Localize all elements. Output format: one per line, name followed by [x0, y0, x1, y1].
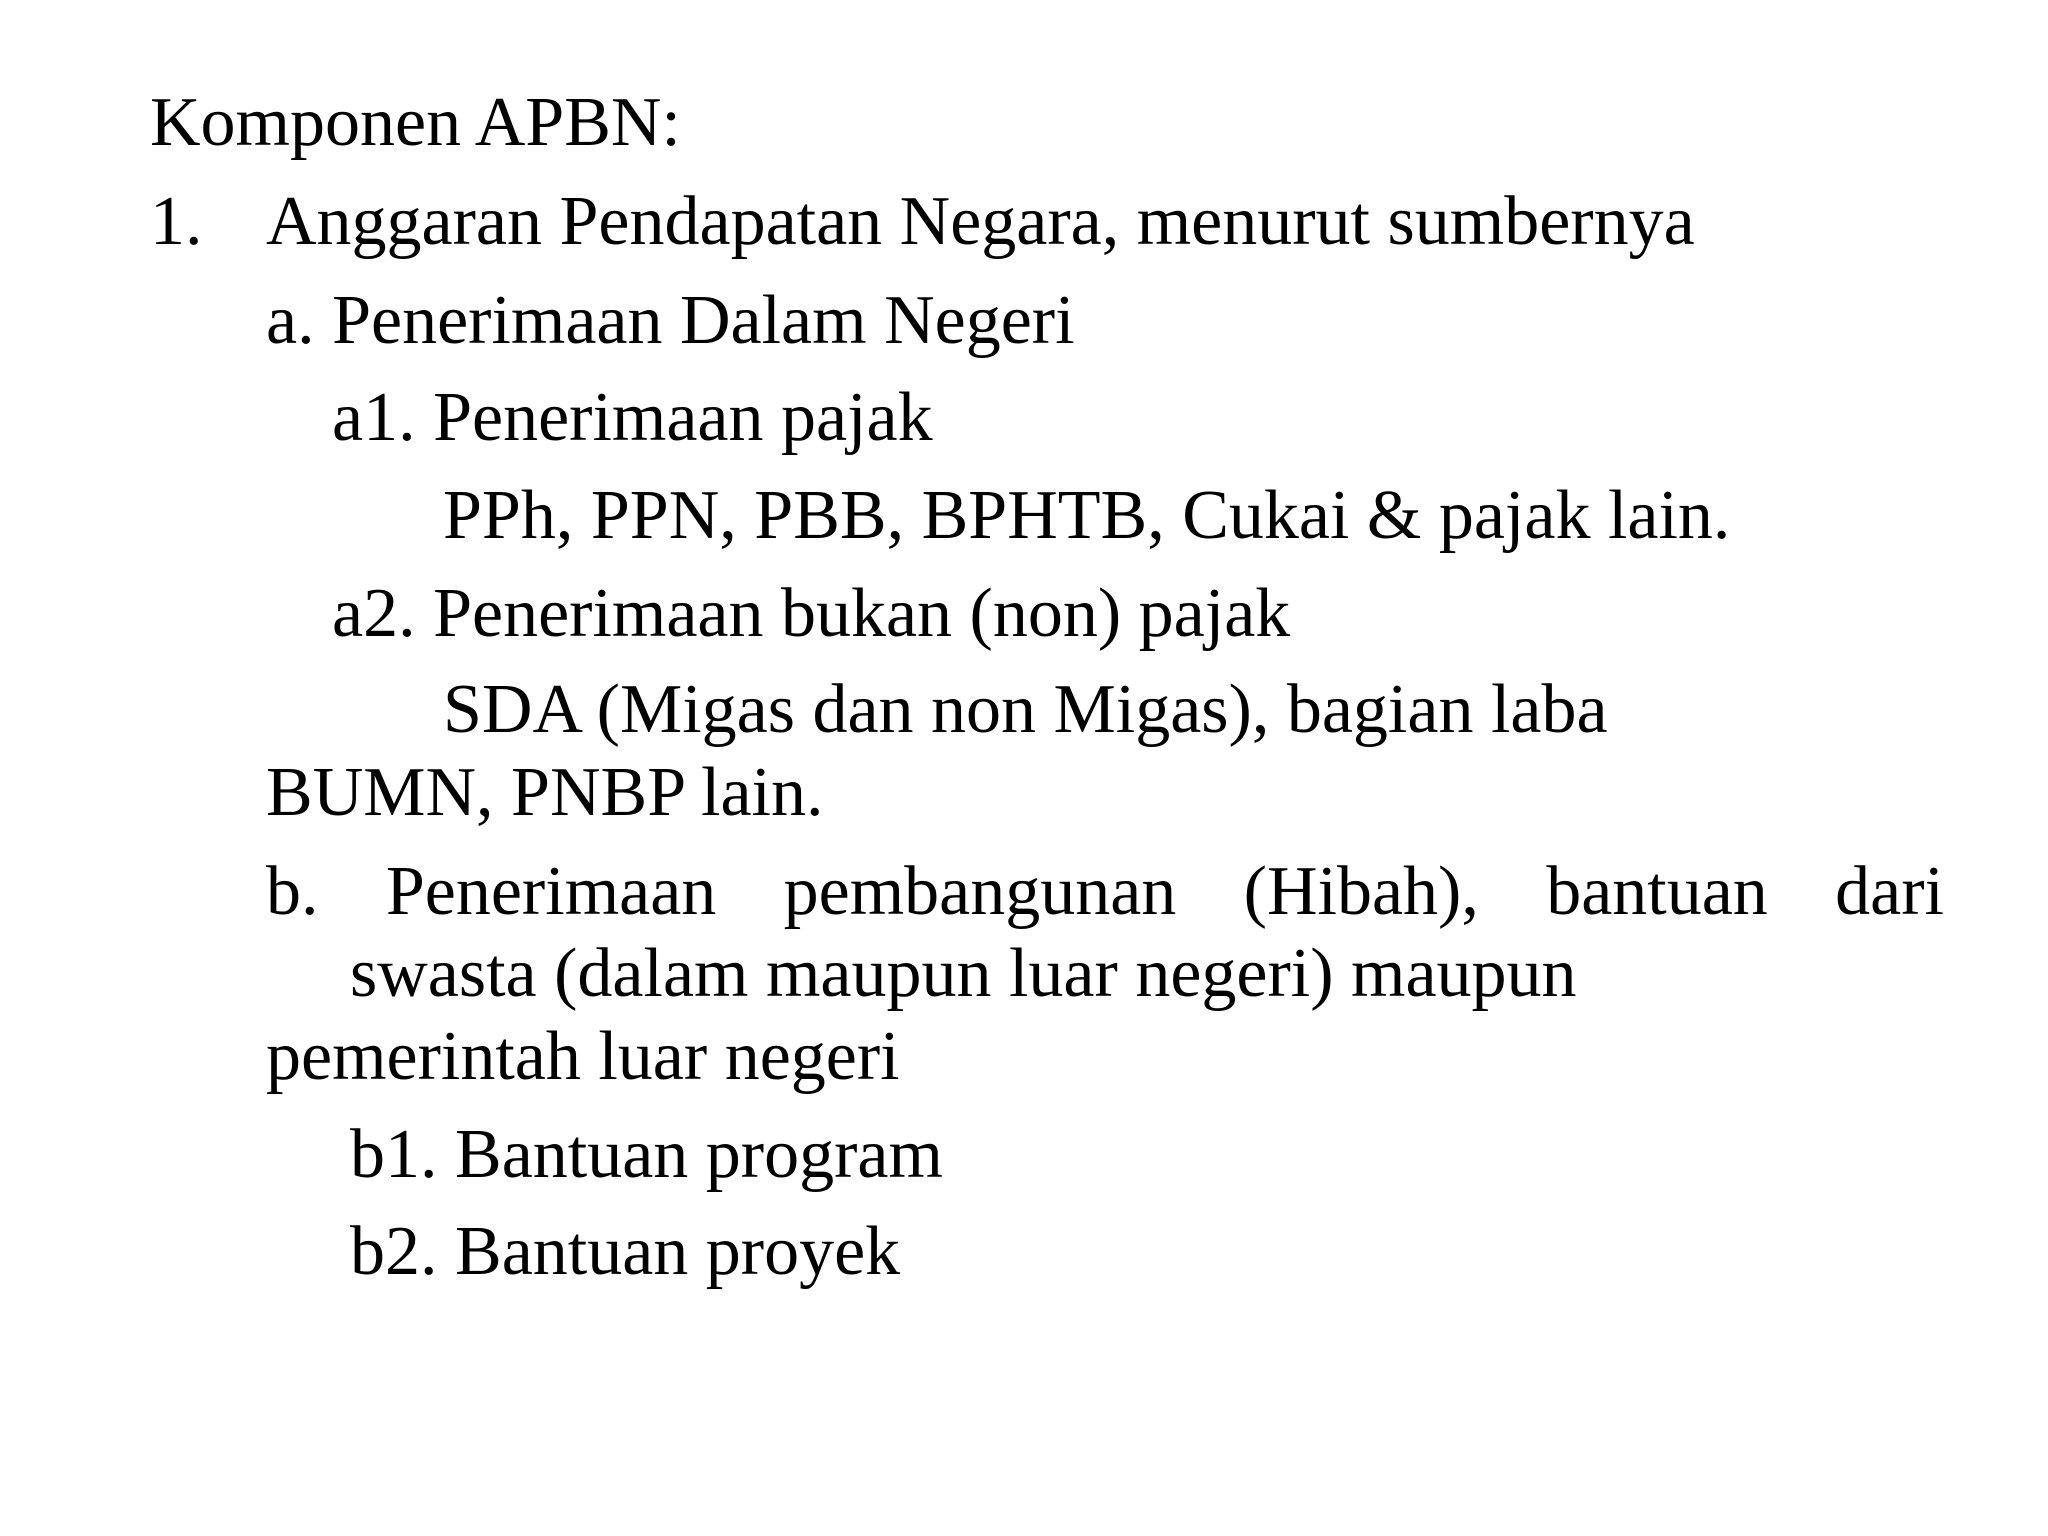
item-a-text: a. Penerimaan Dalam Negeri — [266, 282, 1075, 359]
item-b-word: bantuan — [1546, 853, 1768, 930]
item-b-line2: swasta (dalam maupun luar negeri) maupun — [350, 935, 1577, 1012]
item-b-word: Penerimaan — [385, 853, 717, 930]
item-b-word: b. — [266, 853, 319, 930]
item-1-number: 1. — [150, 183, 203, 260]
item-b-line3: pemerintah luar negeri — [266, 1018, 900, 1095]
item-a2-label: a2. Penerimaan bukan (non) pajak — [332, 575, 1291, 652]
item-b-word: dari — [1835, 853, 1944, 930]
item-1-text: Anggaran Pendapatan Negara, menurut sumbernya — [266, 183, 1695, 260]
item-b-line1 — [266, 853, 1944, 930]
item-a1-detail: PPh, PPN, PBB, BPHTB, Cukai & pajak lain. — [443, 477, 1731, 554]
slide-title: Komponen APBN: — [150, 84, 681, 161]
item-a1-label: a1. Penerimaan pajak — [332, 379, 933, 456]
item-b-word: (Hibah), — [1243, 853, 1479, 930]
item-b-word: pembangunan — [783, 853, 1177, 930]
item-a2-detail-line2: BUMN, PNBP lain. — [266, 754, 824, 831]
item-a2-detail-line1: SDA (Migas dan non Migas), bagian laba — [443, 671, 1608, 748]
item-b2: b2. Bantuan proyek — [350, 1213, 901, 1290]
item-b1: b1. Bantuan program — [350, 1116, 943, 1193]
